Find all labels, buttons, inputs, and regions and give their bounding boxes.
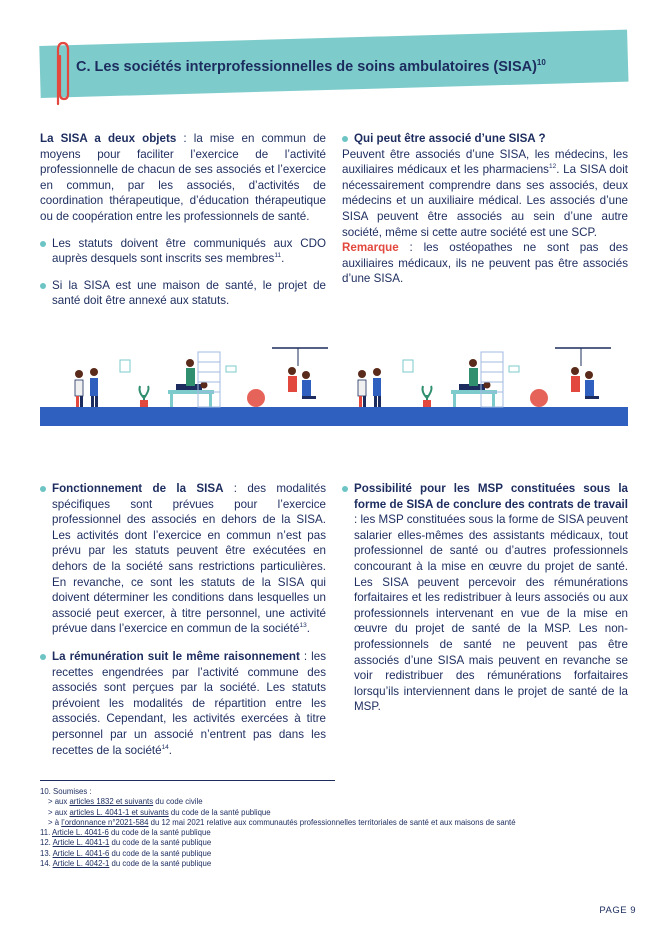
footnotes xyxy=(40,787,516,869)
link-article-4041-6[interactable]: Article L. 4041-6 xyxy=(52,828,109,838)
page-number: PAGE 9 xyxy=(599,905,636,916)
footnote-10: 10. Soumises : xyxy=(40,787,92,796)
bullet-statuts: Les statuts doivent être communiqués aux CDO auprès desquels sont inscrits ses membres$^{11}$. xyxy=(40,236,326,267)
associes-paragraph: Peuvent être associés d’une SISA, les médecins, les auxiliaires médicaux et les pharmaciens$^{12}$. La SISA doit nécessairement comprendre dans ses associés, deux médecins et un auxiliaire médical. Les associés d’une SISA peuvent être associés au sein d’une autre société, même si cette autre société est une SCP. xyxy=(342,147,628,239)
footnote-10-c: > à l’ordonnance n°2021-584 du 12 mai 2021 relative aux communautés professionnelles territoriales de santé et aux maisons de santé xyxy=(48,817,516,827)
right-bottom-column xyxy=(342,481,628,715)
link-csp-4041-1[interactable]: articles L. 4041-1 et suivants xyxy=(69,807,169,817)
left-bottom-column xyxy=(40,481,326,758)
footnote-14: 14. Article L. 4042-1 du code de la santé publique xyxy=(40,859,212,869)
scene-right xyxy=(358,348,611,407)
left-top-column xyxy=(40,131,326,309)
bullet-contrats-travail: Possibilité pour les MSP constituées sous la forme de SISA de conclure des contrats de travail : les MSP constituées sous la forme de SISA peuvent salarier elles-mêmes des assistants médicaux, tout professionnel de santé ou d’autres professionnels concourant à la mise en œuvre du projet de santé. Les SISA peuvent percevoir des rémunérations forfaitaires et les redistribuer à leurs associés ou aux professionnels intervenant en vue de la mise en œuvre du projet de santé de la MSP. Les non-professionnels de santé ne peuvent pas être associés d’une SISA mais peuvent en revanche se voir redistribuer des rémunérations forfaitaires lorsqu’ils interviennent dans le projet de santé de la MSP. xyxy=(342,481,628,715)
link-article-4041-6-b[interactable]: Article L. 4041-6 xyxy=(52,848,110,858)
scene-left xyxy=(75,348,328,407)
footnote-12: 12. Article L. 4041-1 du code de la santé publique xyxy=(40,838,212,848)
footnote-divider xyxy=(40,780,335,781)
bullet-fonctionnement: Fonctionnement de la SISA : des modalités spécifiques sont prévues pour l’exercice professionnel des associés en dehors de la SISA. Les activités dont l’exercice en commun n’est pas prévu par les statuts peuvent être exécutées en dehors de la société sans restrictions particulières. En revanche, ce sont les statuts de la SISA qui doivent déterminer les conditions dans lesquelles un associé peut exercer, à titre personnel, une activité prévue dans l’exercice en commun de la société$^{13}$. xyxy=(40,481,326,637)
bullet-maison-sante: Si la SISA est une maison de santé, le projet de santé doit être annexé aux statuts. xyxy=(40,278,326,309)
link-article-4041-1[interactable]: Article L. 4041-1 xyxy=(52,838,110,848)
bullet-remuneration: La rémunération suit le même raisonnement : les recettes engendrées par l’activité commune des associés sont perçues par la société. Les statuts prévoient les modalités de répartition entre les associés. Cependant, les activités exercées à titre personnel par un associé n’entrent pas dans les recettes de la société$^{14}$. xyxy=(40,649,326,758)
link-ordonnance[interactable]: l’ordonnance n°2021-584 xyxy=(61,817,149,827)
remark-paragraph: Remarque : les ostéopathes ne sont pas des auxiliaires médicaux, ils ne peuvent pas être associés d’une SISA. xyxy=(342,241,628,286)
link-code-civil[interactable]: articles 1832 et suivants xyxy=(69,797,154,807)
footnote-13: 13. Article L. 4041-6 du code de la santé publique xyxy=(40,848,212,858)
paperclip-icon xyxy=(52,40,72,106)
section-title: C. Les sociétés interprofessionnelles de soins ambulatoires (SISA)$^{10}$ xyxy=(76,58,546,75)
intro-paragraph: La SISA a deux objets : la mise en commun de moyens pour faciliter l’exercice de l’activité professionnelle de chacun de ses associés et l’exercice en commun, par les associés, d’activités de coordination thérapeutique, d’éducation thérapeutique ou de coopération entre les professionnels de santé. xyxy=(40,132,326,223)
clinic-illustration xyxy=(40,340,628,426)
right-top-column xyxy=(342,131,628,287)
footnote-11: 11. Article L. 4041-6 du code de la santé publique xyxy=(40,828,211,838)
heading-associes: Qui peut être associé d’une SISA ? xyxy=(342,131,628,147)
footnote-10-a: > aux articles 1832 et suivants du code civile xyxy=(48,797,203,807)
link-article-4042-1[interactable]: Article L. 4042-1 xyxy=(52,859,110,869)
footnote-10-b: > aux articles L. 4041-1 et suivants du code de la santé publique xyxy=(48,807,271,817)
